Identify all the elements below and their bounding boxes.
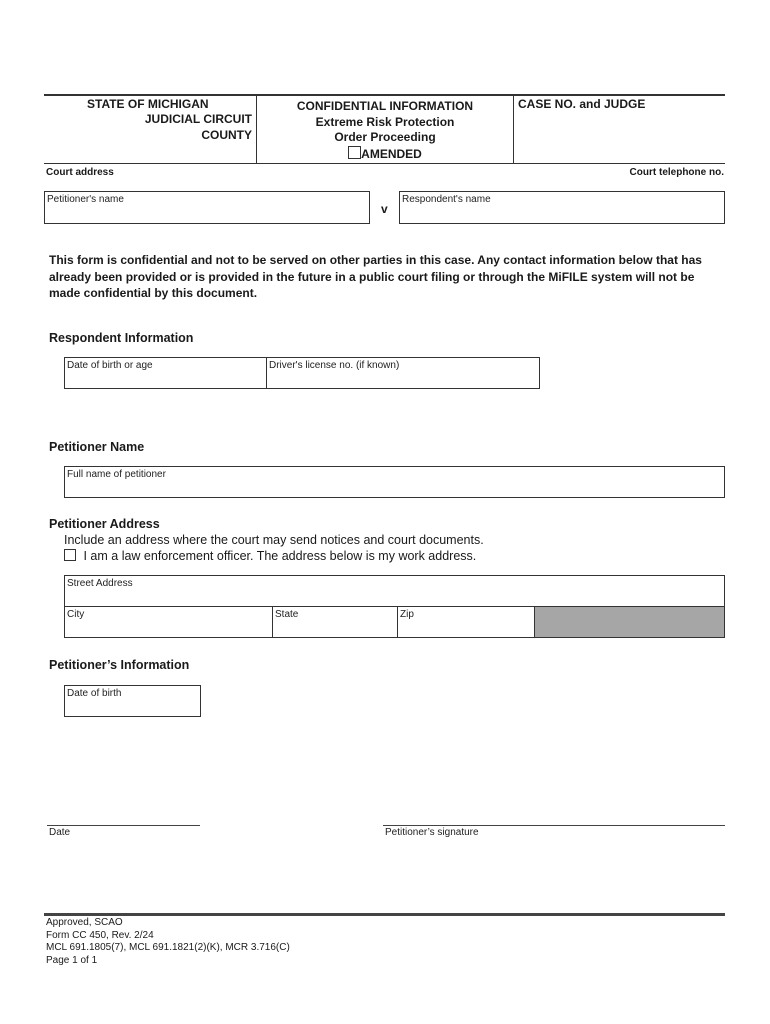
footer-approved: Approved, SCAO [46, 917, 123, 928]
case-no-label: CASE NO. and JUDGE [518, 97, 646, 111]
signature-line[interactable] [383, 825, 725, 826]
city-label: City [67, 609, 85, 620]
date-label: Date [49, 827, 71, 838]
signature-label: Petitioner’s signature [385, 827, 479, 838]
petitioner-name-field[interactable] [44, 191, 370, 224]
petitioner-info-heading: Petitioner’s Information [49, 658, 190, 672]
respondent-license-field[interactable] [266, 357, 540, 389]
street-address-field[interactable] [64, 575, 725, 607]
shaded-cell [534, 606, 725, 638]
footer-rule [44, 913, 725, 916]
footer-citations: MCL 691.1805(7), MCL 691.1821(2)(K), MCR 3.716(C) [46, 942, 290, 953]
respondent-dob-field[interactable] [64, 357, 267, 389]
petitioner-address-heading: Petitioner Address [49, 517, 160, 531]
petitioner-dob-label: Date of birth [67, 688, 122, 699]
street-address-label: Street Address [67, 578, 133, 589]
amended-row [257, 146, 513, 163]
county-label: COUNTY [201, 128, 252, 142]
petitioner-dob-field[interactable] [64, 685, 201, 717]
zip-label: Zip [400, 609, 414, 620]
respondent-info-heading: Respondent Information [49, 331, 194, 345]
footer-form-number: Form CC 450, Rev. 2/24 [46, 929, 154, 941]
header-divider-2 [513, 95, 514, 164]
header-top-rule [44, 94, 725, 96]
footer [46, 917, 290, 967]
respondent-dob-label: Date of birth or age [67, 360, 153, 371]
court-address-label: Court address [46, 167, 114, 178]
law-enforcement-checkbox[interactable] [64, 549, 76, 561]
respondent-name-field[interactable] [399, 191, 725, 224]
form-title-line3: Order Proceeding [334, 130, 436, 144]
footer-page: Page 1 of 1 [46, 954, 98, 966]
court-phone-label: Court telephone no. [629, 167, 724, 178]
amended-checkbox[interactable] [348, 146, 361, 159]
petitioner-full-name-field[interactable] [64, 466, 725, 498]
versus-label: v [381, 202, 388, 216]
petitioner-address-instruction: Include an address where the court may send notices and court documents. [64, 533, 484, 547]
petitioner-name-label: Petitioner's name [47, 194, 124, 205]
respondent-license-label: Driver's license no. (if known) [269, 360, 400, 371]
header-bottom-rule [44, 163, 725, 164]
date-line [47, 825, 200, 826]
form-title-line2: Extreme Risk Protection [315, 114, 455, 129]
law-enforcement-label: I am a law enforcement officer. The address below is my work address. [83, 549, 477, 563]
state-label-field: State [275, 609, 299, 620]
city-field[interactable] [64, 606, 273, 638]
circuit-label: JUDICIAL CIRCUIT [144, 112, 252, 126]
state-field[interactable] [272, 606, 398, 638]
confidentiality-notice: This form is confidential and not to be served on other parties in this case. Any contact information below that has already been provided or is provided in the future in a public court filing or through the MiFILE system will not be made confidential by this document. [49, 253, 702, 300]
petitioner-full-name-label: Full name of petitioner [67, 469, 166, 480]
zip-field[interactable] [397, 606, 535, 638]
form-title-line1: CONFIDENTIAL INFORMATION [296, 99, 474, 113]
state-label: STATE OF MICHIGAN [87, 97, 209, 111]
respondent-name-label: Respondent's name [402, 194, 491, 205]
form-title [257, 99, 513, 162]
amended-label: AMENDED [361, 146, 422, 161]
petitioner-name-heading: Petitioner Name [49, 440, 145, 454]
law-enforcement-row [64, 549, 476, 563]
